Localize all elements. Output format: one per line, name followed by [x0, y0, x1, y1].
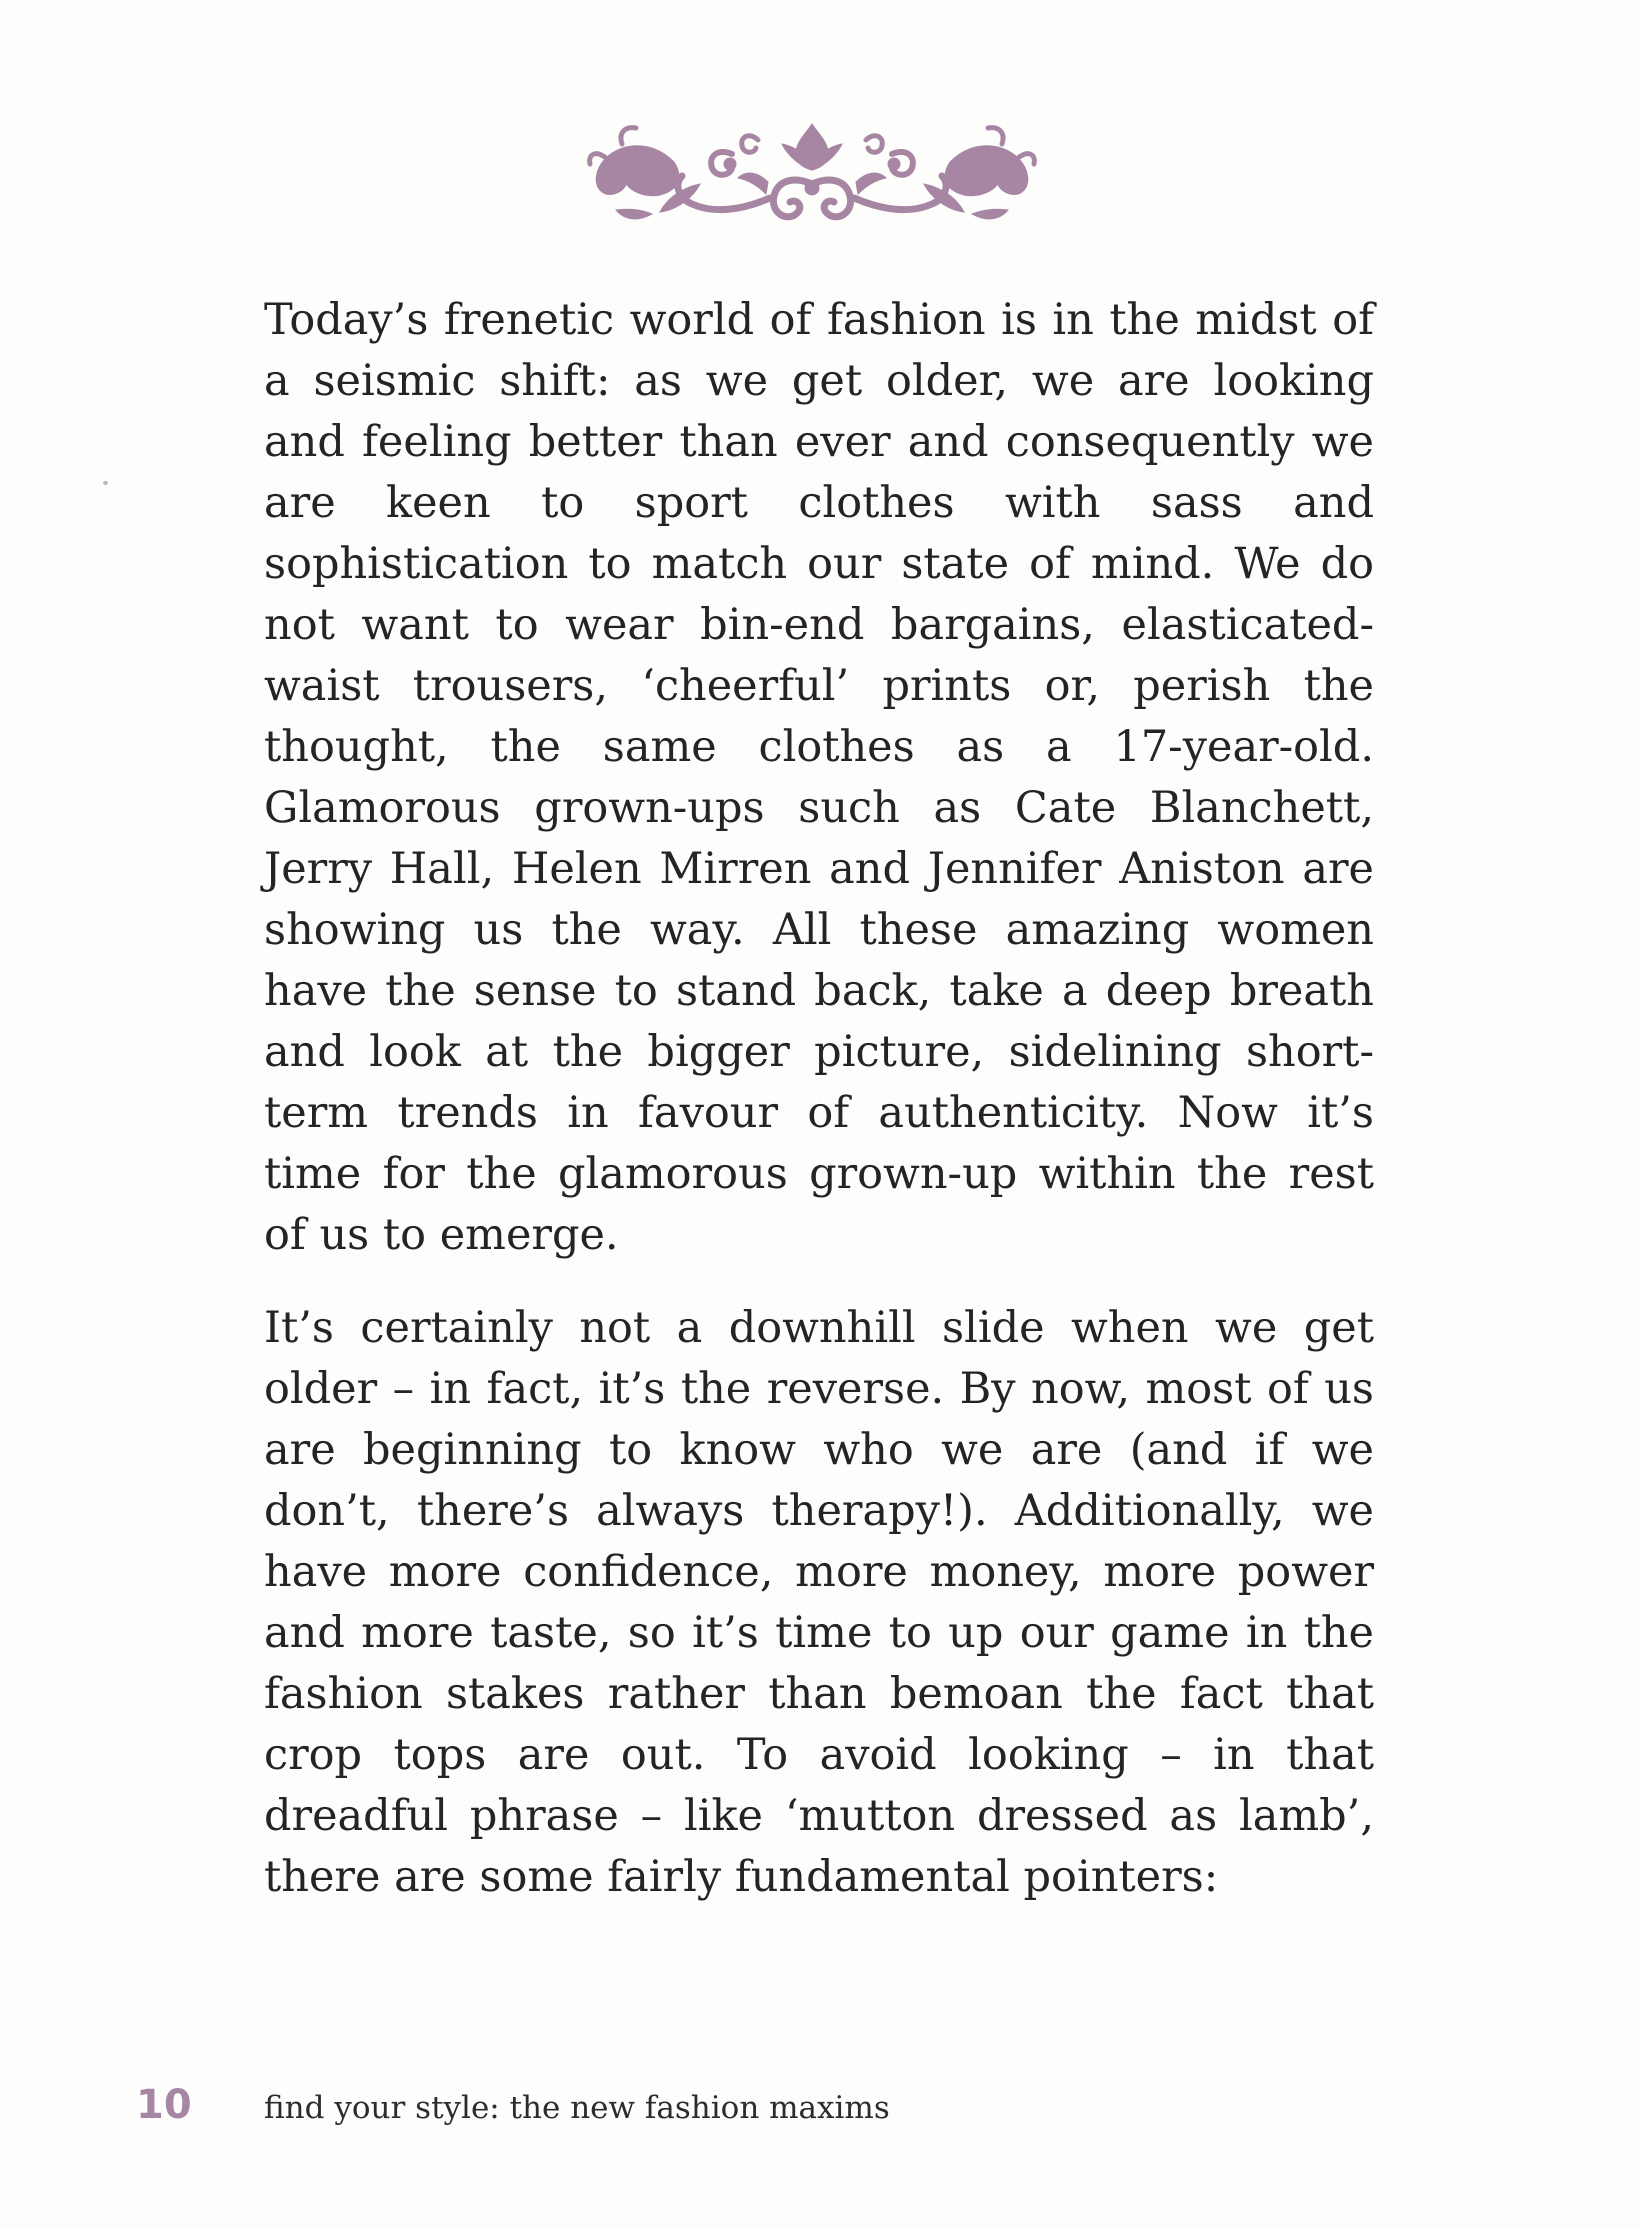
scan-speck	[103, 481, 108, 485]
page-footer	[136, 2082, 890, 2132]
body-text	[264, 290, 1374, 1908]
paragraph-downhill: It’s certainly not a downhill slide when we get older – in fact, it’s the reverse. By now, most of us are beginning to know who we are (and if we don’t, there’s always therapy!). Additionally, we have more confidence, more money, more power and more taste, so it’s time to up our game in the fashion stakes rather than bemoan the fact that crop tops are out. To avoid looking – in that dreadful phrase – like ‘mutton dressed as lamb’, there are some fairly fundamental pointers:	[264, 1303, 1374, 1902]
floral-scroll-ornament-icon	[582, 118, 1042, 234]
running-title: find your style: the new fashion maxims	[264, 2090, 890, 2126]
paragraph-intro: Today’s frenetic world of fashion is in the midst of a seismic shift: as we get older, we are looking and feeling better than ever and consequently we are keen to sport clothes with sass and sophistication to match our state of mind. We do not want to wear bin-end bargains, elasticated-waist trousers, ‘cheerful’ prints or, perish the thought, the same clothes as a 17-year-old. Glamorous grown-ups such as Cate Blanchett, Jerry Hall, Helen Mirren and Jennifer Aniston are showing us the way. All these amazing women have the sense to stand back, take a deep breath and look at the bigger picture, sidelining short-term trends in favour of authenticity. Now it’s time for the glamorous grown-up within the rest of us to emerge.	[264, 295, 1374, 1260]
page-number: 10	[136, 2082, 192, 2128]
